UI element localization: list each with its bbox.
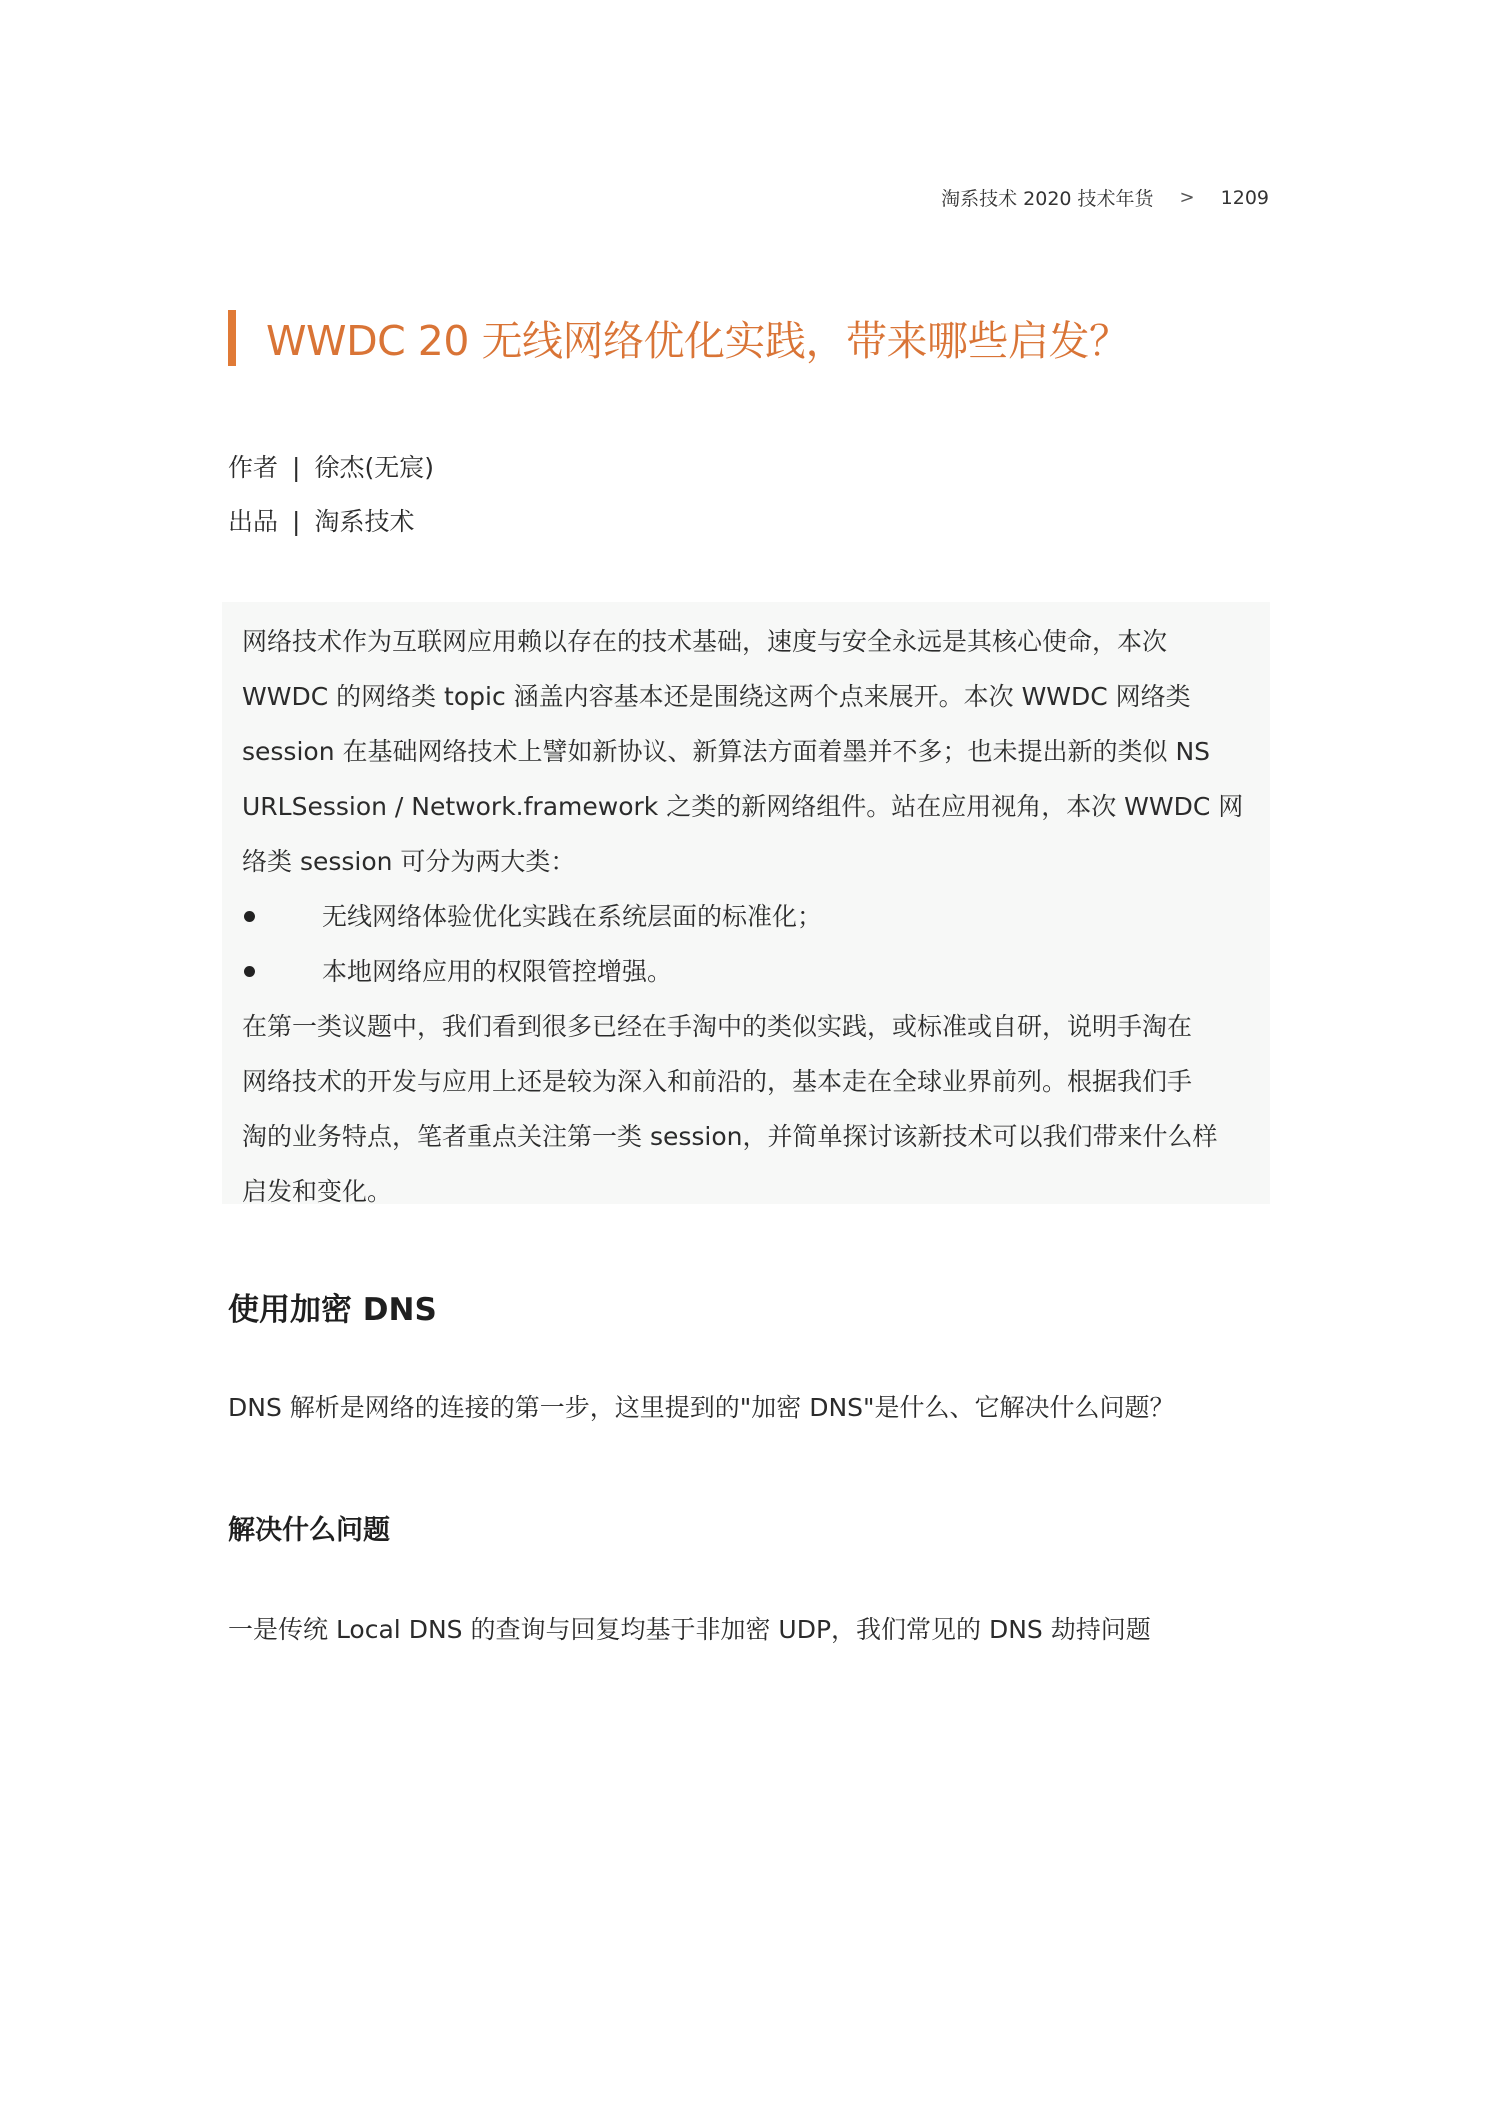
abstract-line: WWDC 的网络类 topic 涵盖内容基本还是围绕这两个点来展开。本次 WWDC 网络类	[242, 682, 1191, 711]
bullet-item	[242, 944, 1252, 999]
header-separator: >	[1179, 187, 1195, 208]
abstract-line: 网络技术作为互联网应用赖以存在的技术基础，速度与安全永远是其核心使命，本次	[242, 627, 1168, 656]
bullet-dot-icon	[244, 966, 255, 977]
abstract-line: 启发和变化。	[242, 1177, 393, 1206]
article-title-block	[228, 308, 1268, 367]
publication-name: 淘系技术 2020 技术年货	[941, 188, 1154, 210]
abstract-line: session 在基础网络技术上譬如新协议、新算法方面着墨并不多；也未提出新的类似 NS	[242, 737, 1211, 766]
publisher-label: 出品	[228, 507, 279, 536]
bullet-text: 无线网络体验优化实践在系统层面的标准化；	[322, 902, 823, 931]
abstract-line: URLSession / Network.framework 之类的新网络组件。站在应用视角，本次 WWDC 网	[242, 792, 1244, 821]
bullet-text: 本地网络应用的权限管控增强。	[322, 957, 673, 986]
abstract-line: 淘的业务特点，笔者重点关注第一类 session，并简单探讨该新技术可以我们带来什么样	[242, 1122, 1218, 1151]
subsection-heading: 解决什么问题	[228, 1515, 390, 1546]
section-intro: DNS 解析是网络的连接的第一步，这里提到的"加密 DNS"是什么、它解决什么问题？	[228, 1393, 1175, 1422]
bullet-dot-icon	[244, 911, 255, 922]
abstract-line: 在第一类议题中，我们看到很多已经在手淘中的类似实践，或标准或自研，说明手淘在	[242, 1012, 1193, 1041]
bullet-item	[242, 889, 1252, 944]
page-number: 1209	[1220, 186, 1269, 209]
section-paragraph: 一是传统 Local DNS 的查询与回复均基于非加密 UDP，我们常见的 DNS 劫持问题	[228, 1615, 1151, 1644]
title-accent-bar	[228, 310, 236, 366]
abstract-line: 网络技术的开发与应用上还是较为深入和前沿的，基本走在全球业界前列。根据我们手	[242, 1067, 1193, 1096]
section-heading: 使用加密 DNS	[228, 1292, 437, 1328]
publisher-name: 淘系技术	[314, 507, 415, 536]
author-label: 作者	[228, 453, 279, 482]
meta-separator: |	[292, 507, 301, 536]
article-title: WWDC 20 无线网络优化实践，带来哪些启发？	[266, 317, 1130, 365]
running-header	[941, 184, 1269, 211]
abstract-line: 络类 session 可分为两大类：	[242, 847, 576, 876]
author-line	[228, 448, 434, 484]
publisher-line	[228, 502, 414, 538]
abstract-box	[222, 602, 1270, 1204]
author-name: 徐杰(无宸)	[314, 453, 434, 482]
meta-separator: |	[292, 453, 301, 482]
